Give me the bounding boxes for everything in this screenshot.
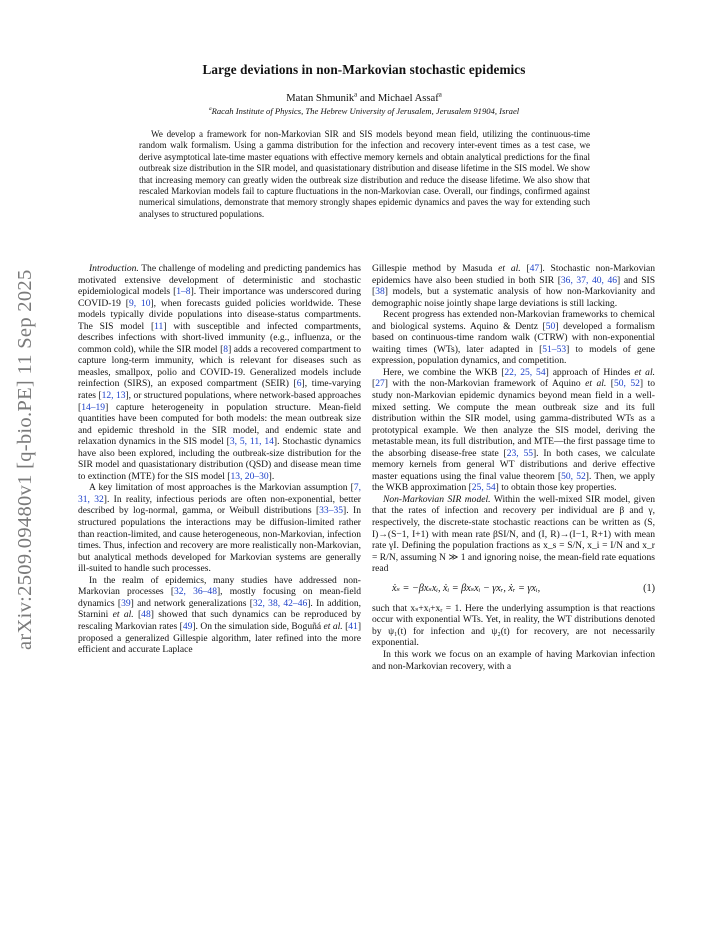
citation-link[interactable]: 14–19: [81, 401, 106, 413]
citation-link[interactable]: 36, 37, 40, 46: [560, 274, 618, 286]
citation-link[interactable]: 48: [141, 609, 151, 621]
abstract: We develop a framework for non-Markovian SIR and SIS models beyond mean field, utilizing the continuous-time random walk formalism. Using a gamma distribution for the infection and recovery inter-event times as a test case, we derive asymptotical late-time master equations with effective memory kernels and obtain analytical predictions for the final outbreak size distribution in the SIR model, and quasistationary distribution and disease lifetime in the SIS model. We show that increasing memory can greatly widen the outbreak size distribution and reduce the disease lifetime. We also show that rescaled Markovian models fail to capture fluctuations in the non-Markovian case. Overall, our findings, confirmed against numerical simulations, demonstrate that memory strongly shapes epidemic dynamics and paves the way for extending such analyses to structured populations.: [139, 129, 590, 219]
text: Here, we combine the WKB [: [383, 366, 505, 378]
paragraph-this-work: [372, 649, 655, 672]
paragraph-markov-limitation: [78, 482, 361, 574]
affiliation-text: Racah Institute of Physics, The Hebrew University of Jerusalem, Jerusalem 91904, Israel: [211, 106, 520, 116]
left-column: [78, 263, 361, 656]
citation-link[interactable]: 50, 52: [613, 378, 640, 390]
text: ]. In addition, Starnini: [78, 597, 362, 621]
text: ]. In both cases, we calculate memory kernels from general WT distributions and derive effective master equations using the final value theorem [: [372, 447, 655, 482]
text: [: [133, 609, 142, 621]
text: ] to obtain those key properties.: [495, 482, 617, 494]
citation-link[interactable]: 32, 36–48: [174, 586, 217, 598]
et-al: et al.: [323, 620, 343, 632]
author-line: [90, 93, 638, 104]
text: ] developed a formalism based on continuous-time random walk (CTRW) with non-exponential waiting times (WTs), later adapted in [: [372, 320, 655, 355]
citation-link[interactable]: 1–8: [176, 286, 191, 298]
citation-link[interactable]: 41: [348, 620, 358, 632]
arxiv-identifier: arXiv:2509.09480v1 [q-bio.PE] 11 Sep 2025: [14, 269, 36, 651]
text: ] proposed a generalized Gillespie algorithm, later refined into the more efficient and accurate Laplace: [78, 620, 361, 656]
citation-link[interactable]: 8: [223, 343, 229, 355]
text: ] to models of gene expression, population dynamics, and competition.: [372, 343, 655, 367]
et-al: et al.: [634, 366, 655, 378]
text: ], when forecasts guided policies worldwide. These models typically divide populations into disease-status compartments. The SIS model [: [78, 297, 361, 332]
citation-link[interactable]: 50: [545, 320, 556, 332]
text: ] with the non-Markovian framework of Aquino: [384, 378, 586, 390]
text: ]. On the simulation side, Boguñá: [192, 620, 324, 632]
equation-1-body: ẋₛ = −βxₛxᵢ, ẋᵢ = βxₛxᵢ − γxᵣ, ẋᵣ = γxᵢ,: [392, 582, 541, 594]
citation-link[interactable]: 22, 25, 54: [504, 366, 546, 378]
right-column: [372, 263, 655, 672]
citation-link[interactable]: 13, 20–30: [230, 470, 269, 482]
text: ]. In reality, infectious periods are often non-exponential, better described by log-normal, gamma, or Weibull distributions [: [78, 493, 361, 517]
text: ] to study non-Markovian epidemic dynamics beyond mean field in a well-mixed setting. We compute the mean outbreak size and its full distribution within the SIR model, using gamma-distributed WTs as a prototypical example. We then analyze the SIS model, deriving the metastable mean, its full distribution, and MTE—the first passage time to the absorbing disease-free state [: [372, 378, 655, 459]
text: ] with susceptible and infected compartments, describes infections with short-lived immunity (e.g., influenza, or the common cold), while the SIR model [: [78, 320, 361, 355]
citation-link[interactable]: 25, 54: [471, 482, 496, 494]
et-al: et al.: [585, 378, 607, 390]
text: ]. Stochastic non-Markovian epidemics have also been studied in both SIR [: [372, 263, 655, 286]
citation-link[interactable]: 49: [182, 620, 193, 632]
author-2: Michael Assaf: [377, 93, 439, 104]
text: ] adds a recovered compartment to capture long-term immunity, which is relevant for diseases such as measles, smallpox, polio and COVID-19. Generalized models include reinfection (SIRS), an exposed compartment (SEIR) [: [78, 343, 361, 390]
citation-link[interactable]: 51–53: [542, 343, 567, 355]
paragraph-sir-model: [372, 494, 655, 575]
paragraph-after-eq1: [372, 603, 655, 649]
text: A key limitation of most approaches is the Markovian assumption [: [89, 482, 354, 494]
text: [: [520, 263, 530, 274]
text: ]. Their importance was underscored during COVID-19 [: [78, 286, 361, 309]
text: ] approach of Hindes: [545, 366, 635, 378]
text: ] capture heterogeneity in population structure. Mean-field quantities have been computed for both models: the mean outbreak size and epidemic threshold in the SIR model, and endemic state and relaxation dynamics in the SIS model [: [78, 401, 361, 448]
citation-link[interactable]: 23, 55: [506, 447, 533, 459]
text: ] and SIS [: [372, 274, 655, 298]
text: ] showed that such dynamics can be reproduced by rescaling Markovian rates [: [78, 609, 361, 632]
citation-link[interactable]: 33–35: [319, 505, 344, 517]
text: [: [606, 378, 614, 390]
paragraph-prior-work: [78, 575, 361, 656]
section-runin-introduction: Introduction.: [89, 263, 139, 274]
paragraph-introduction: [78, 263, 361, 482]
author-1-affil-mark: a: [354, 91, 358, 99]
text: Gillespie method by Masuda: [372, 263, 499, 274]
text: ].: [268, 470, 275, 482]
affiliation: [90, 106, 638, 116]
citation-link[interactable]: 27: [375, 378, 385, 390]
section-runin-sir: Non-Markovian SIR model.: [383, 493, 491, 505]
paragraph-recent-progress: [372, 309, 655, 367]
text: [: [342, 620, 349, 632]
text: In this work we focus on an example of having Markovian infection and non-Markovian recovery, with a: [372, 648, 655, 672]
citation-link[interactable]: 6: [296, 378, 302, 390]
citation-link[interactable]: 32, 38, 42–46: [252, 597, 308, 609]
author-1: Matan Shmunik: [286, 93, 355, 104]
text: ], or structured populations, where network-based approaches [: [78, 390, 361, 413]
text: ]. Stochastic dynamics have also been explored, including the outbreak-size distribution for the SIR model and quasistationary distribution (QSD) and disease mean time to extinction (MTE) for the SIS model [: [78, 436, 362, 482]
text: [: [372, 378, 376, 390]
citation-link[interactable]: 38: [375, 286, 385, 298]
paper-title: Large deviations in non-Markovian stochastic epidemics: [202, 62, 526, 77]
text: ]. In structured populations the interactions may be diffusion-limited rather than reaction-limited, and cause heterogeneous, non-Markovian, infection times. Thus, infection and recovery are more realistically non-Markovian, but analytical methods developed for Markovian systems are generally ill-suited to handle such processes.: [78, 505, 361, 575]
text: ]. Then, we apply the WKB approximation [: [372, 470, 655, 494]
citation-link[interactable]: 39: [121, 597, 131, 609]
et-al: et al.: [112, 609, 134, 621]
citation-link[interactable]: 12, 13: [101, 390, 126, 402]
citation-link[interactable]: 7, 31, 32: [78, 482, 361, 505]
author-conjunction: and: [359, 93, 376, 104]
citation-link[interactable]: 11: [154, 320, 164, 332]
paragraph-continuation: [372, 263, 655, 309]
affiliation-mark: a: [208, 106, 212, 113]
text: ] and network generalizations [: [130, 597, 253, 609]
equation-1-number: (1): [643, 582, 655, 594]
equation-1: [372, 580, 655, 598]
text: ] models, but a systematic analysis of how non-Markovianity and demographic noise jointly shape large deviations is still lacking.: [372, 286, 655, 309]
text: such that xₛ+xᵢ+xᵣ = 1. Here the underlying assumption is that reactions occur with exponential WTs. Yet, in reality, the WT distributions denoted by ψ₁(t) for infection and ψ₂(t) for recovery, are not necessarily exponential.: [372, 602, 655, 649]
text: Within the well-mixed SIR model, given that the rates of infection and recovery per individual are β and γ, respectively, the discrete-state stochastic reactions can be written as (S, I)→(S−1, I+1) with mean rate βSI/N, and (I, R)→(I−1, R+1) with mean rate γI. Defining the population fractions as x_s = S/N, x_i = I/N and x_r = R/N, assuming N ≫ 1 and ignoring noise, the mean-field rate equations read: [372, 493, 655, 575]
citation-link[interactable]: 3, 5, 11, 14: [229, 436, 274, 448]
text: Recent progress has extended non-Markovian frameworks to chemical and biological systems. Aquino & Dentz [: [372, 309, 655, 332]
text: The challenge of modeling and predicting pandemics has motivated extensive development of deterministic and stochastic epidemiological models [: [78, 263, 361, 298]
et-al: et al.: [498, 263, 521, 274]
author-2-affil-mark: a: [438, 91, 442, 99]
citation-link[interactable]: 50, 52: [561, 470, 586, 482]
text: In the realm of epidemics, many studies have addressed non-Markovian processes [: [78, 574, 361, 598]
paragraph-approach: [372, 367, 655, 494]
text: ], mostly focusing on mean-field dynamics [: [78, 586, 361, 609]
citation-link[interactable]: 47: [529, 263, 540, 274]
text: ], time-varying rates [: [78, 378, 362, 402]
citation-link[interactable]: 9, 10: [128, 297, 151, 309]
